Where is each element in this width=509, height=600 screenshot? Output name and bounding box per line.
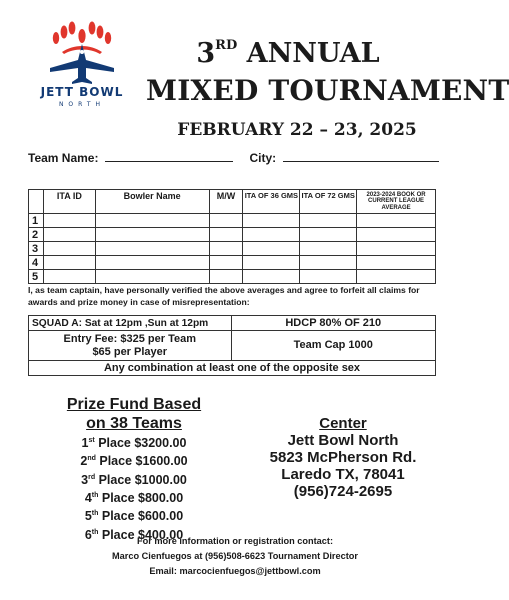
bowler-name-cell[interactable] [95, 242, 209, 256]
title-annual: ANNUAL [246, 38, 380, 69]
table-row [29, 242, 436, 256]
row-number-header [29, 190, 44, 214]
prize-fund-heading-2: on 38 Teams [86, 415, 182, 432]
ita-id-cell[interactable] [43, 270, 95, 284]
bowler-name-cell[interactable] [95, 228, 209, 242]
jett-bowl-logo [34, 22, 130, 120]
captain-certification: I, as team captain, have personally verified the above averages and agree to forfeit all claims for awards and prize money in case of misrepresentation: [28, 285, 420, 307]
entry-fee-team: Entry Fee: $325 per Team [63, 332, 196, 345]
average-cell[interactable] [357, 256, 436, 270]
ita-72-header: ITA OF 72 GMS [300, 190, 357, 214]
gender-cell[interactable] [209, 242, 243, 256]
table-row [29, 256, 436, 270]
city-field[interactable] [283, 152, 439, 162]
gender-header: M/W [209, 190, 243, 214]
prize-place-5: 5th Place $600.00 [84, 509, 184, 524]
table-row [29, 214, 436, 228]
ordinal-suffix: RD [215, 38, 238, 53]
ita-36-cell[interactable] [243, 242, 300, 256]
prize-place-1: 1st Place $3200.00 [81, 436, 187, 451]
average-cell[interactable] [357, 242, 436, 256]
contact-email[interactable]: Email: marcocienfuegos@jettbowl.com [149, 566, 321, 576]
ita-id-cell[interactable] [43, 242, 95, 256]
prize-fund [34, 395, 234, 543]
table-row [29, 228, 436, 242]
entry-fee-player: $65 per Player [92, 345, 168, 358]
city-label: City: [249, 151, 277, 165]
ita-id-cell[interactable] [43, 256, 95, 270]
average-cell[interactable] [357, 214, 436, 228]
center-phone: (956)724-2695 [293, 483, 393, 500]
bowler-name-cell[interactable] [95, 256, 209, 270]
tournament-dates: FEBRUARY 22 – 23, 2025 [177, 120, 417, 140]
gender-cell[interactable] [209, 214, 243, 228]
ita-72-cell[interactable] [300, 270, 357, 284]
ita-36-header: ITA OF 36 GMS [243, 190, 300, 214]
tournament-info-table [28, 315, 436, 376]
logo-name: JETT BOWL [40, 85, 124, 99]
handicap-info: HDCP 80% OF 210 [231, 316, 435, 331]
team-composition-rule: Any combination at least one of the opposite sex [29, 361, 436, 376]
entry-fee [29, 331, 232, 361]
center-heading: Center [319, 415, 367, 432]
bowler-name-cell[interactable] [95, 214, 209, 228]
ita-36-cell[interactable] [243, 214, 300, 228]
league-average-header: 2023-2024 BOOK OR CURRENT LEAGUE AVERAGE [357, 190, 436, 214]
team-info-fields [28, 151, 439, 165]
bowler-table [28, 189, 436, 284]
bowler-name-header: Bowler Name [95, 190, 209, 214]
ordinal-number: 3 [196, 38, 216, 69]
squad-times: SQUAD A: Sat at 12pm ,Sun at 12pm [29, 316, 232, 331]
contact-director: Marco Cienfuegos at (956)508-6623 Tournament Director [112, 551, 358, 561]
ita-72-cell[interactable] [300, 228, 357, 242]
ita-36-cell[interactable] [243, 270, 300, 284]
ita-id-cell[interactable] [43, 214, 95, 228]
center-name: Jett Bowl North [287, 432, 399, 449]
center-info [248, 415, 438, 500]
gender-cell[interactable] [209, 228, 243, 242]
prize-place-3: 3rd Place $1000.00 [81, 472, 187, 487]
team-name-field[interactable] [105, 152, 233, 162]
ita-id-cell[interactable] [43, 228, 95, 242]
contact-footer [60, 534, 410, 579]
title-line-1 [183, 38, 393, 69]
ita-72-cell[interactable] [300, 214, 357, 228]
ita-id-header: ITA ID [43, 190, 95, 214]
ita-72-cell[interactable] [300, 242, 357, 256]
bowler-name-cell[interactable] [95, 270, 209, 284]
title-line-2: MIXED TOURNAMENT [146, 74, 509, 107]
table-row [29, 270, 436, 284]
row-number: 3 [29, 242, 44, 256]
logo-subname: NORTH [58, 101, 106, 108]
center-street: 5823 McPherson Rd. [269, 449, 417, 466]
row-number: 2 [29, 228, 44, 242]
prize-place-4: 4th Place $800.00 [84, 491, 184, 506]
ita-72-cell[interactable] [300, 256, 357, 270]
gender-cell[interactable] [209, 270, 243, 284]
prize-place-2: 2nd Place $1600.00 [80, 454, 188, 469]
team-name-label: Team Name: [28, 151, 99, 165]
prize-place-6: 6th Place $400.00 [84, 527, 184, 542]
ita-36-cell[interactable] [243, 228, 300, 242]
bowling-pins-jet-icon [34, 22, 130, 88]
row-number: 1 [29, 214, 44, 228]
bowler-table-header [29, 190, 436, 214]
gender-cell[interactable] [209, 256, 243, 270]
average-cell[interactable] [357, 270, 436, 284]
row-number: 5 [29, 270, 44, 284]
contact-intro: For more information or registration contact: [136, 536, 333, 546]
average-cell[interactable] [357, 228, 436, 242]
center-city: Laredo TX, 78041 [281, 466, 405, 483]
team-cap: Team Cap 1000 [231, 331, 435, 361]
prize-fund-heading-1: Prize Fund Based [66, 396, 202, 413]
row-number: 4 [29, 256, 44, 270]
ita-36-cell[interactable] [243, 256, 300, 270]
